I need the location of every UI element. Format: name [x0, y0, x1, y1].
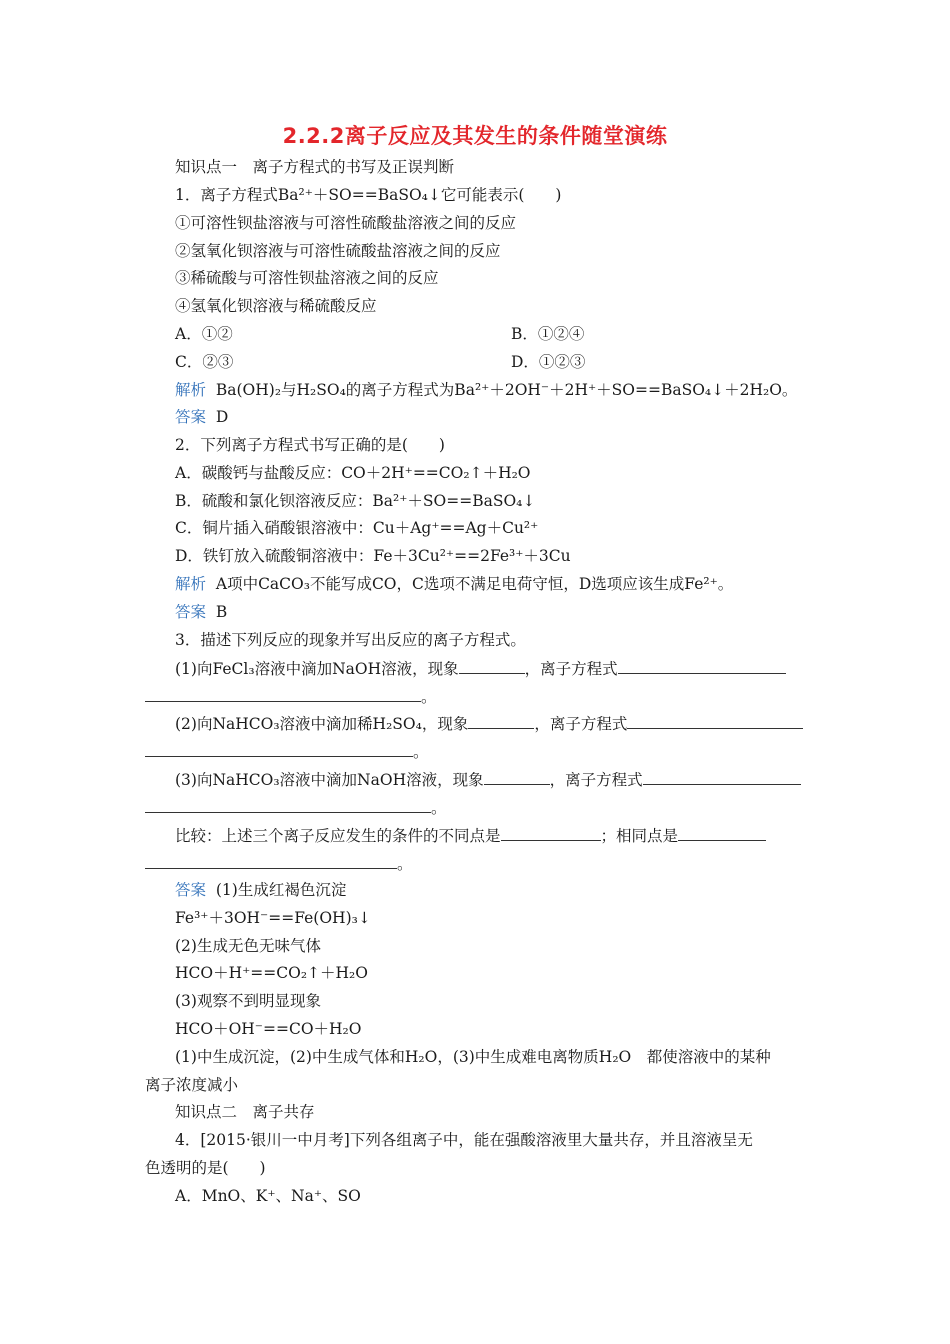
q3-answer-3-equation: HCO＋OH⁻==CO＋H₂O — [175, 1020, 362, 1038]
q1-answer-text: D — [215, 408, 229, 426]
q2-option-b: B．硫酸和氯化钡溶液反应：Ba²⁺＋SO==BaSO₄↓ — [175, 492, 536, 510]
equation-blank-cont[interactable] — [145, 741, 413, 757]
q3-part-3 — [175, 769, 801, 790]
period: 。 — [431, 799, 447, 817]
page-title: 2.2.2离子反应及其发生的条件随堂演练 — [282, 124, 668, 148]
q1-option-b: B．①②④ — [511, 325, 585, 343]
q3-part-2-equation-prompt: ，离子方程式 — [534, 715, 628, 733]
q1-statement-3: ③稀硫酸与可溶性钡盐溶液之间的反应 — [175, 269, 439, 287]
q3-answer-1-text: (1)生成红褐色沉淀 — [215, 881, 347, 899]
equation-blank-cont[interactable] — [145, 797, 431, 813]
answer-label: 答案 — [175, 881, 207, 899]
equation-blank[interactable] — [627, 713, 803, 729]
comparison-prompt-same: ；相同点是 — [600, 827, 679, 845]
answer-label: 答案 — [175, 603, 207, 621]
period: 。 — [421, 688, 437, 706]
q1-analysis — [175, 380, 797, 400]
q1-option-c: C．②③ — [175, 353, 234, 371]
q1-statement-1: ①可溶性钡盐溶液与可溶性硫酸盐溶液之间的反应 — [175, 214, 517, 232]
q1-option-d: D．①②③ — [511, 353, 586, 371]
q3-answer-2: (2)生成无色无味气体 — [175, 937, 321, 955]
q1-option-a: A．①② — [175, 325, 233, 343]
section-heading-1: 知识点一 离子方程式的书写及正误判断 — [175, 158, 455, 176]
analysis-label: 解析 — [175, 575, 207, 593]
equation-blank[interactable] — [643, 769, 801, 785]
q3-part-1-cont — [145, 686, 437, 707]
q1-statement-2: ②氢氧化钡溶液与可溶性硫酸盐溶液之间的反应 — [175, 242, 501, 260]
q2-answer — [175, 602, 227, 622]
q3-part-3-prompt: (3)向NaHCO₃溶液中滴加NaOH溶液，现象 — [175, 771, 484, 789]
analysis-label: 解析 — [175, 381, 207, 399]
q3-answer-1-equation: Fe³⁺＋3OH⁻==Fe(OH)₃↓ — [175, 909, 371, 927]
similarity-blank-cont[interactable] — [145, 853, 397, 869]
q2-analysis — [175, 574, 733, 594]
q2-answer-text: B — [215, 603, 228, 621]
equation-blank[interactable] — [618, 658, 786, 674]
period: 。 — [397, 855, 413, 873]
q3-part-1-equation-prompt: ，离子方程式 — [524, 660, 618, 678]
q3-answer-1 — [175, 880, 346, 900]
q3-part-2-cont — [145, 741, 429, 762]
q3-answer-2-equation: HCO＋H⁺==CO₂↑＋H₂O — [175, 964, 368, 982]
q3-summary-line-2: 离子浓度减小 — [145, 1076, 239, 1094]
q1-answer — [175, 407, 228, 427]
phenomenon-blank[interactable] — [468, 713, 534, 729]
q3-summary-line-1: (1)中生成沉淀，(2)中生成气体和H₂O，(3)中生成难电离物质H₂O 都使溶液中的某种 — [175, 1048, 771, 1066]
q2-analysis-text: A项中CaCO₃不能写成CO，C选项不满足电荷守恒，D选项应该生成Fe²⁺。 — [215, 575, 734, 593]
q3-comparison — [175, 825, 766, 846]
q4-option-a: A．MnO、K⁺、Na⁺、SO — [175, 1187, 361, 1205]
section-heading-2: 知识点二 离子共存 — [175, 1103, 315, 1121]
q3-part-2-prompt: (2)向NaHCO₃溶液中滴加稀H₂SO₄，现象 — [175, 715, 469, 733]
q3-part-2 — [175, 713, 803, 734]
q3-part-3-equation-prompt: ，离子方程式 — [549, 771, 643, 789]
similarity-blank[interactable] — [678, 825, 766, 841]
q4-stem-line-1: 4．[2015·银川一中月考]下列各组离子中，能在强酸溶液里大量共存，并且溶液呈无 — [175, 1131, 753, 1149]
q1-analysis-text: Ba(OH)₂与H₂SO₄的离子方程式为Ba²⁺＋2OH⁻＋2H⁺＋SO==BaSO₄↓＋2H₂O。 — [215, 381, 798, 399]
q3-part-1 — [175, 658, 786, 679]
answer-label: 答案 — [175, 408, 207, 426]
q3-part-1-prompt: (1)向FeCl₃溶液中滴加NaOH溶液，现象 — [175, 660, 459, 678]
q2-option-a: A．碳酸钙与盐酸反应：CO＋2H⁺==CO₂↑＋H₂O — [175, 464, 531, 482]
q1-statement-4: ④氢氧化钡溶液与稀硫酸反应 — [175, 297, 377, 315]
q4-stem-line-2: 色透明的是( ) — [145, 1159, 266, 1177]
difference-blank[interactable] — [501, 825, 601, 841]
q3-comparison-cont — [145, 853, 413, 874]
equation-blank-cont[interactable] — [145, 686, 421, 702]
phenomenon-blank[interactable] — [459, 658, 525, 674]
phenomenon-blank[interactable] — [484, 769, 550, 785]
period: 。 — [413, 743, 429, 761]
q2-stem: 2．下列离子方程式书写正确的是( ) — [175, 436, 445, 454]
q3-part-3-cont — [145, 797, 447, 818]
q3-answer-3: (3)观察不到明显现象 — [175, 992, 321, 1010]
comparison-prompt-diff: 比较：上述三个离子反应发生的条件的不同点是 — [175, 827, 501, 845]
q3-stem: 3．描述下列反应的现象并写出反应的离子方程式。 — [175, 631, 526, 649]
q2-option-c: C．铜片插入硝酸银溶液中：Cu＋Ag⁺==Ag＋Cu²⁺ — [175, 519, 539, 537]
q1-stem: 1．离子方程式Ba²⁺＋SO==BaSO₄↓它可能表示( ) — [175, 186, 562, 204]
q2-option-d: D．铁钉放入硫酸铜溶液中：Fe＋3Cu²⁺==2Fe³⁺＋3Cu — [175, 547, 571, 565]
